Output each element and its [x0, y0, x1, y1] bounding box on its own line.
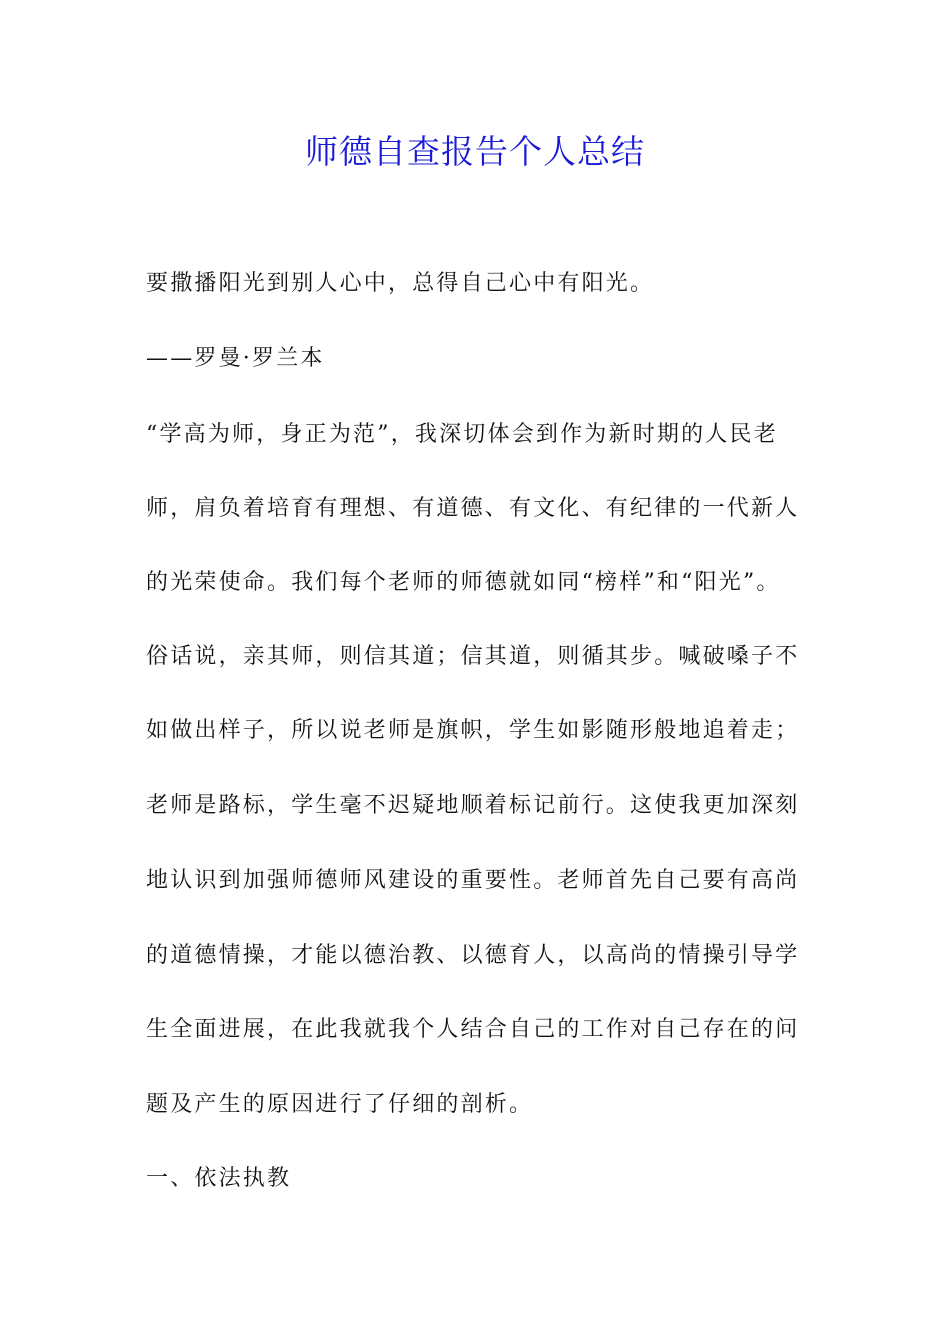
quote-attribution: ——罗曼·罗兰本: [146, 346, 325, 371]
paragraph-line: “学高为师，身正为范”，我深切体会到作为新时期的人民老: [146, 422, 778, 447]
paragraph-line: 地认识到加强师德师风建设的重要性。老师首先自己要有高尚: [146, 868, 800, 893]
document-title: 师德自查报告个人总结: [305, 132, 645, 171]
paragraph-line: 生全面进展，在此我就我个人结合自己的工作对自己存在的问: [146, 1017, 800, 1042]
paragraph-line: 如做出样子，所以说老师是旗帜，学生如影随形般地追着走；: [146, 718, 800, 743]
paragraph-line: 题及产生的原因进行了仔细的剖析。: [146, 1092, 534, 1117]
section-heading: 一、依法执教: [146, 1166, 292, 1191]
paragraph-line: 俗话说，亲其师，则信其道；信其道，则循其步。喊破嗓子不: [146, 644, 800, 669]
paragraph-line: 的道德情操，才能以德治教、以德育人，以高尚的情操引导学: [146, 943, 800, 968]
paragraph-line: 师，肩负着培育有理想、有道德、有文化、有纪律的一代新人: [146, 496, 800, 521]
paragraph-line: 老师是路标，学生毫不迟疑地顺着标记前行。这使我更加深刻: [146, 793, 800, 818]
paragraph-line: 的光荣使命。我们每个老师的师德就如同“榜样”和“阳光”。: [146, 570, 781, 595]
quote-line: 要撒播阳光到别人心中，总得自己心中有阳光。: [146, 271, 655, 296]
